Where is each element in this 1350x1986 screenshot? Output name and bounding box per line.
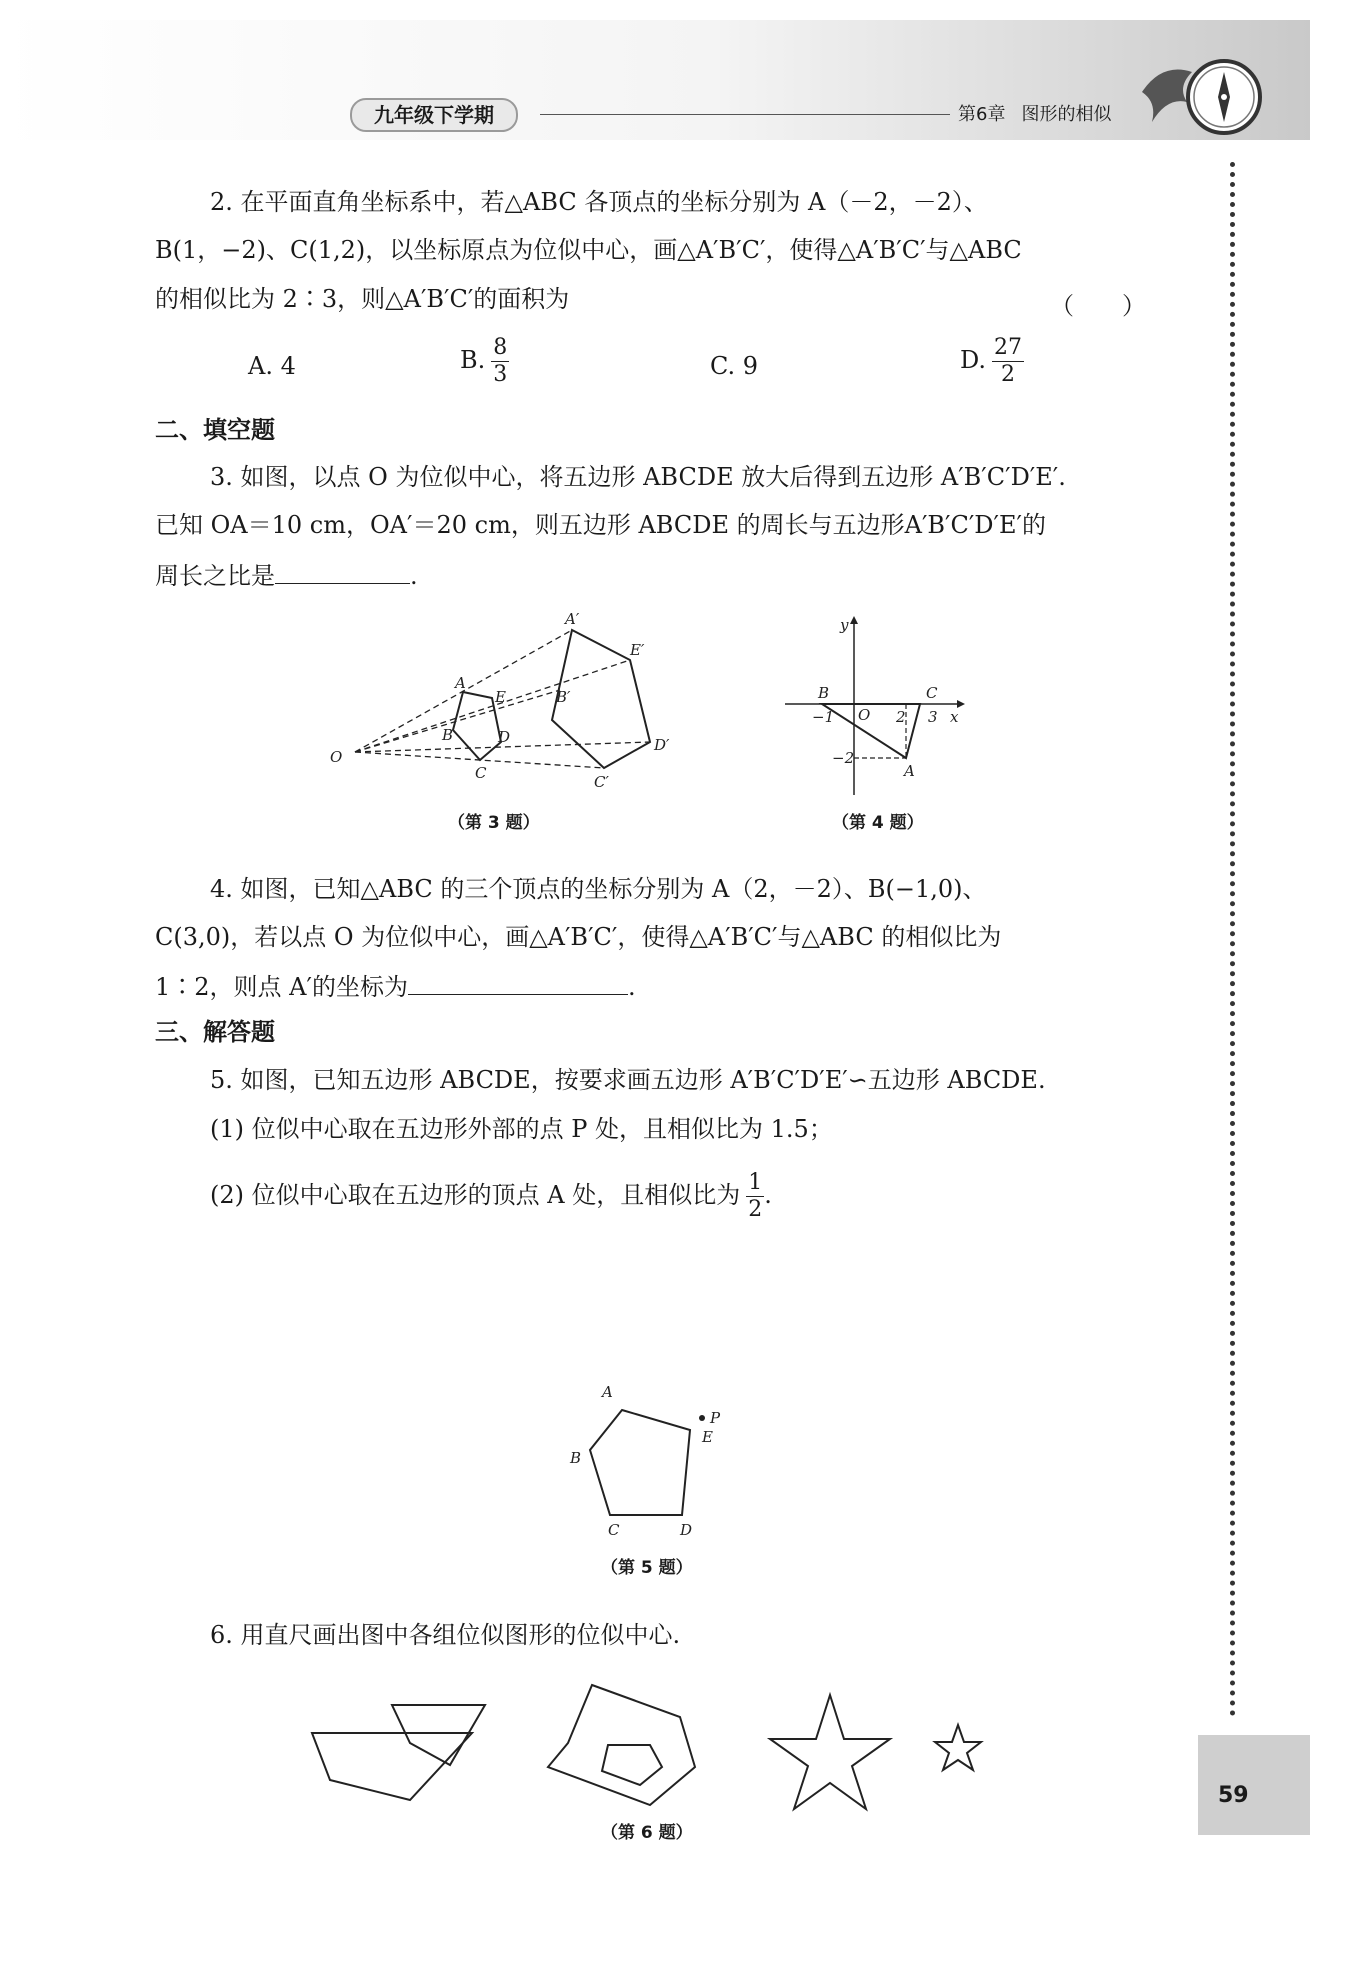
figure-3-caption: （第 3 题） [448, 813, 540, 833]
q2-option-d-den: 2 [1001, 362, 1016, 387]
q4-answer-blank [408, 968, 628, 995]
fig3-label-e: E [495, 688, 506, 706]
fig5-label-p: P [710, 1409, 721, 1427]
page-number-box [1198, 1735, 1310, 1835]
q4-line3 [155, 968, 636, 1004]
q5-part2-fraction [746, 1170, 764, 1223]
fig3-label-d: D [498, 728, 511, 746]
q2-line2: B(1，−2)、C(1,2)，以坐标原点为位似中心，画△A′B′C′，使得△A′B′C′与△ABC [155, 236, 1022, 264]
q2-option-c: C. 9 [710, 352, 759, 380]
fig4-tick-neg1: −1 [812, 708, 835, 726]
figure-5-pentagon [560, 1375, 750, 1545]
q5-part2-num: 1 [748, 1170, 763, 1195]
fig6-shape2-small [602, 1745, 662, 1785]
fig6-shape1-large [312, 1733, 472, 1800]
fig3-label-b-prime: B′ [556, 688, 571, 706]
chapter-number: 第6章 [958, 104, 1006, 125]
fig3-label-b: B [442, 726, 454, 744]
q3-line3-end: . [410, 562, 418, 590]
q3-line3 [155, 557, 418, 593]
q6-line1: 6. 用直尺画出图中各组位似图形的位似中心. [210, 1621, 681, 1649]
section-fill-in: 二、填空题 [155, 416, 275, 444]
q2-option-a: A. 4 [248, 352, 296, 380]
fig4-label-x: x [950, 708, 959, 726]
fig5-label-d: D [680, 1521, 693, 1539]
fig4-label-y: y [840, 616, 849, 634]
fig4-label-c: C [926, 684, 938, 702]
q4-line3-text: 1∶2，则点 A′的坐标为 [155, 973, 408, 1001]
fig4-tick-3: 3 [928, 708, 938, 726]
fig3-label-o: O [330, 748, 343, 766]
figure-3-diagram [320, 610, 700, 810]
figure-4-coordinate-plot [780, 610, 970, 800]
q2-answer-paren: （ ） [1050, 292, 1146, 320]
fig5-label-c: C [608, 1521, 620, 1539]
fig3-label-c: C [475, 764, 487, 782]
q5-part1: (1) 位似中心取在五边形外部的点 P 处，且相似比为 1.5； [210, 1115, 833, 1143]
figure-6-homothetic-shapes [300, 1675, 1000, 1825]
fig4-tick-2: 2 [896, 708, 906, 726]
fig6-star-small [935, 1725, 981, 1770]
fig4-label-o: O [858, 706, 871, 724]
margin-dotted-rule [1230, 162, 1235, 1717]
q4-line2: C(3,0)，若以点 O 为位似中心，画△A′B′C′，使得△A′B′C′与△ABC 的相似比为 [155, 923, 1002, 951]
q2-option-b [460, 335, 509, 388]
section-solutions: 三、解答题 [155, 1018, 275, 1046]
q3-line2: 已知 OA＝10 cm，OA′＝20 cm，则五边形 ABCDE 的周长与五边形A′B′C′D′E′的 [155, 511, 1046, 539]
grade-label: 九年级下学期 [350, 98, 518, 132]
q2-option-d-fraction [992, 335, 1024, 388]
fig3-label-a-prime: A′ [565, 610, 580, 628]
q5-part2-text: (2) 位似中心取在五边形的顶点 A 处，且相似比为 [210, 1181, 741, 1209]
figure-5-caption: （第 5 题） [601, 1558, 693, 1578]
fig6-star-large [770, 1695, 890, 1809]
fig4-label-a: A [904, 762, 915, 780]
q3-line3-text: 周长之比是 [155, 562, 275, 590]
fig4-tick-neg2: −2 [832, 749, 855, 767]
figure-6-caption: （第 6 题） [601, 1823, 693, 1843]
compass-logo-icon [1132, 52, 1267, 142]
q2-option-b-den: 3 [493, 362, 508, 387]
fig3-label-a: A [455, 674, 466, 692]
q2-option-b-prefix: B. [460, 346, 486, 374]
q4-line1: 4. 如图，已知△ABC 的三个顶点的坐标分别为 A（2，－2）、B(−1,0)、 [210, 875, 987, 903]
q5-part2-end: . [764, 1181, 772, 1209]
q2-line1: 2. 在平面直角坐标系中，若△ABC 各顶点的坐标分别为 A（－2，－2）、 [210, 188, 988, 216]
figure-4-caption: （第 4 题） [832, 813, 924, 833]
q2-option-b-fraction [491, 335, 509, 388]
q2-option-d [960, 335, 1024, 388]
page-number: 59 [1218, 1783, 1249, 1808]
chapter-heading [958, 100, 1127, 126]
q5-part2-den: 2 [748, 1197, 763, 1222]
fig5-label-a: A [602, 1383, 613, 1401]
header-rule [540, 114, 950, 115]
q2-option-d-prefix: D. [960, 346, 987, 374]
q2-option-b-num: 8 [493, 335, 508, 360]
fig3-label-d-prime: D′ [654, 736, 670, 754]
fig4-label-b: B [818, 684, 830, 702]
q5-line1: 5. 如图，已知五边形 ABCDE，按要求画五边形 A′B′C′D′E′∽五边形 ABCDE. [210, 1066, 1046, 1094]
fig5-label-b: B [570, 1449, 582, 1467]
fig3-label-c-prime: C′ [594, 773, 609, 791]
fig3-label-e-prime: E′ [630, 641, 645, 659]
q2-option-d-num: 27 [994, 335, 1023, 360]
q2-line3: 的相似比为 2∶3，则△A′B′C′的面积为 [155, 285, 570, 313]
q3-answer-blank [275, 557, 410, 584]
q5-part2 [210, 1170, 772, 1223]
q3-line1: 3. 如图，以点 O 为位似中心，将五边形 ABCDE 放大后得到五边形 A′B′C′D′E′. [210, 463, 1066, 491]
fig5-label-e: E [702, 1428, 713, 1446]
chapter-title: 图形的相似 [1021, 104, 1112, 125]
q4-line3-end: . [627, 973, 636, 1001]
